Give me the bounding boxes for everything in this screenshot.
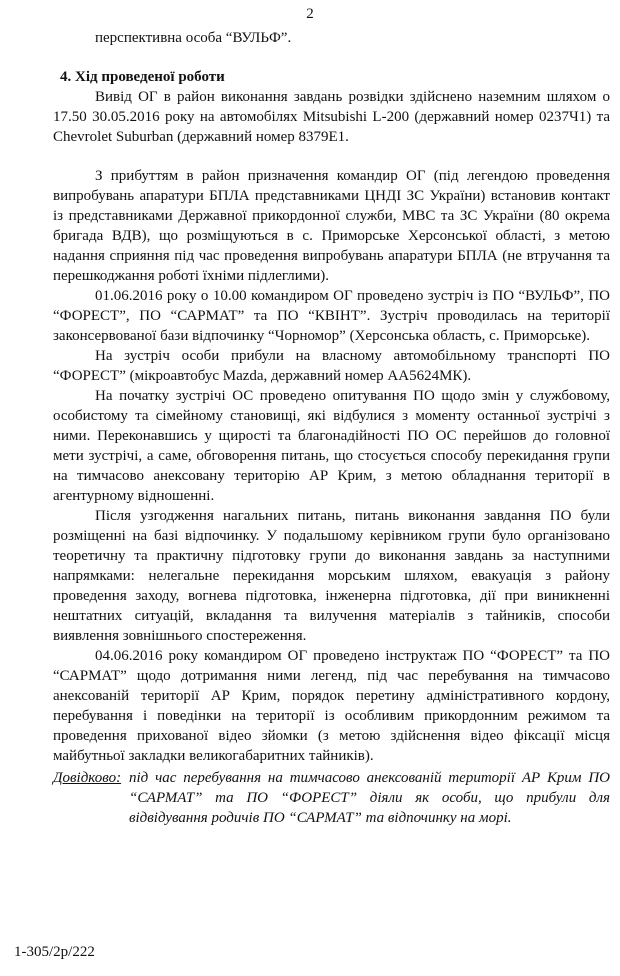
blank-line bbox=[53, 48, 610, 67]
blank-line bbox=[53, 147, 610, 166]
paragraph-training: Після узгодження нагальних питань, питань виконання завдання ПО були розміщенні на базі відпочинку. У подальшому керівником групи було організовано теоретичну та практичну підготовку групи до виконання завдань за наступними напрямками: нелегальне перекидання морським шляхом, евакуація з району проведення заходу, вогнева підготовка, інженерна підготовка, дії при виникненні нештатних ситуацій, вкладання та вилучення матеріалів з тайників, способи виявлення зовнішнього спостереження. bbox=[53, 508, 610, 644]
note-text: під час перебування на тимчасово анексованій території АР Крим ПО “САРМАТ” та ПО “ФОРЕСТ” діяли як особи, що прибули для відвідування родичів ПО “САРМАТ” та відпочинку на морі. bbox=[129, 770, 610, 826]
paragraph-survey: На початку зустрічі ОС проведено опитування ПО щодо змін у службовому, особистому та сімейному становищі, які відбулися з моменту останньої зустрічі з ними. Переконавшись у щирості та благонадійності ПО ОС перейшов до головної мети зустрічі, а саме, обговорення питань, що стосується способу перекидання групи на тимчасово анексовану територію АР Крим, з метою обладнання території в агентурному відношенні. bbox=[53, 388, 610, 504]
note-label: Довідково: bbox=[53, 770, 122, 786]
paragraph-departure: Вивід ОГ в район виконання завдань розвідки здійснено наземним шляхом о 17.50 30.05.2016 року на автомобілях Mitsubishi L-200 (державний номер 0237Ч1) та Chevrolet Suburban (державний номер 8379Е1. bbox=[53, 89, 610, 145]
reference-note bbox=[53, 768, 610, 828]
paragraph-arrival: З прибуттям в район призначення командир ОГ (під легендою проведення випробувань апаратури БПЛА представниками ЦНДІ ЗС України) встановив контакт із представниками Державної прикордонної служби, МВС та ЗС України (80 окрема бригада ВДВ), що розміщуються в с. Приморське Херсонської області, з метою надання сприяння під час проведення випробувань апаратури БПЛА (не втручання та перешкоджання роботі їхніми підлеглими). bbox=[53, 168, 610, 284]
document-body bbox=[53, 28, 610, 828]
section-heading: 4. Хід проведеної роботи bbox=[60, 69, 225, 85]
paragraph-transport: На зустріч особи прибули на власному автомобільному транспорті ПО “ФОРЕСТ” (мікроавтобус Mazda, державний номер АА5624МК). bbox=[53, 348, 610, 384]
paragraph-instruction: 04.06.2016 року командиром ОГ проведено інструктаж ПО “ФОРЕСТ” та ПО “САРМАТ” щодо дотримання ними легенд, під час перебування на тимчасово анексованій території АР Крим, порядок перетину адміністративного кордону, перебування і поведінки на території із особливим прикордонним режимом та проведення прихованої відео зйомки (з метою здійснення відео фіксації місця майбутньої закладки великогабаритних тайників). bbox=[53, 648, 610, 764]
paragraph-meeting: 01.06.2016 року о 10.00 командиром ОГ проведено зустріч із ПО “ВУЛЬФ”, ПО “ФОРЕСТ”, ПО “САРМАТ” та ПО “КВІНТ”. Зустріч проводилась на території законсервованої бази відпочинку “Чорномор” (Херсонська область, с. Приморське). bbox=[53, 288, 610, 344]
page-number: 2 bbox=[306, 6, 314, 22]
document-code: 1-305/2р/222 bbox=[14, 944, 95, 960]
paragraph-continuation: перспективна особа “ВУЛЬФ”. bbox=[95, 30, 292, 46]
